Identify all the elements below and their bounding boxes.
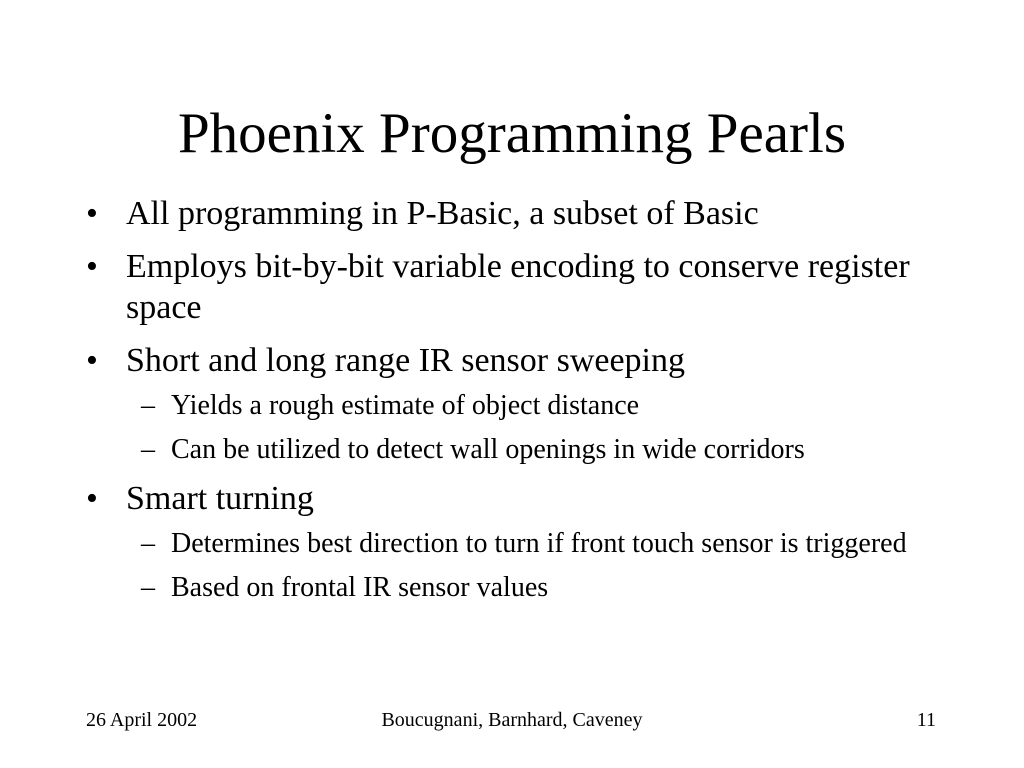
footer-authors: Boucugnani, Barnhard, Caveney bbox=[381, 709, 643, 731]
bullet-marker: • bbox=[86, 342, 98, 379]
sub-bullet-item bbox=[86, 570, 966, 606]
dash-marker: – bbox=[141, 390, 155, 421]
bullet-text: All programming in P-Basic, a subset of Basic bbox=[126, 195, 759, 232]
bullet-marker: • bbox=[86, 248, 98, 285]
sub-bullet-text: Based on frontal IR sensor values bbox=[171, 572, 549, 603]
slide-title: Phoenix Programming Pearls bbox=[177, 102, 847, 165]
sub-bullet-text: Yields a rough estimate of object distance bbox=[171, 390, 640, 421]
sub-bullet-item bbox=[86, 526, 966, 562]
sub-bullet-text: Determines best direction to turn if front touch sensor is triggered bbox=[171, 528, 907, 559]
bullet-item bbox=[86, 340, 966, 381]
bullet-marker: • bbox=[86, 195, 98, 232]
sub-bullet-text: Can be utilized to detect wall openings in wide corridors bbox=[171, 434, 805, 465]
bullet-marker: • bbox=[86, 480, 98, 517]
bullet-text: Employs bit-by-bit variable encoding to conserve register space bbox=[126, 248, 910, 326]
sub-bullet-item bbox=[86, 432, 966, 468]
footer-date: 26 April 2002 bbox=[86, 709, 198, 731]
footer-page-number: 11 bbox=[916, 709, 936, 731]
sub-bullet-list bbox=[86, 526, 966, 606]
bullet-text: Smart turning bbox=[126, 480, 314, 517]
bullet-item bbox=[86, 246, 966, 328]
dash-marker: – bbox=[141, 528, 155, 559]
bullet-text: Short and long range IR sensor sweeping bbox=[126, 342, 686, 379]
dash-marker: – bbox=[141, 572, 155, 603]
bullet-item bbox=[86, 478, 966, 519]
sub-bullet-item bbox=[86, 388, 966, 424]
bullet-item bbox=[86, 193, 966, 234]
sub-bullet-list bbox=[86, 388, 966, 468]
bullet-list bbox=[86, 193, 966, 616]
dash-marker: – bbox=[141, 434, 155, 465]
